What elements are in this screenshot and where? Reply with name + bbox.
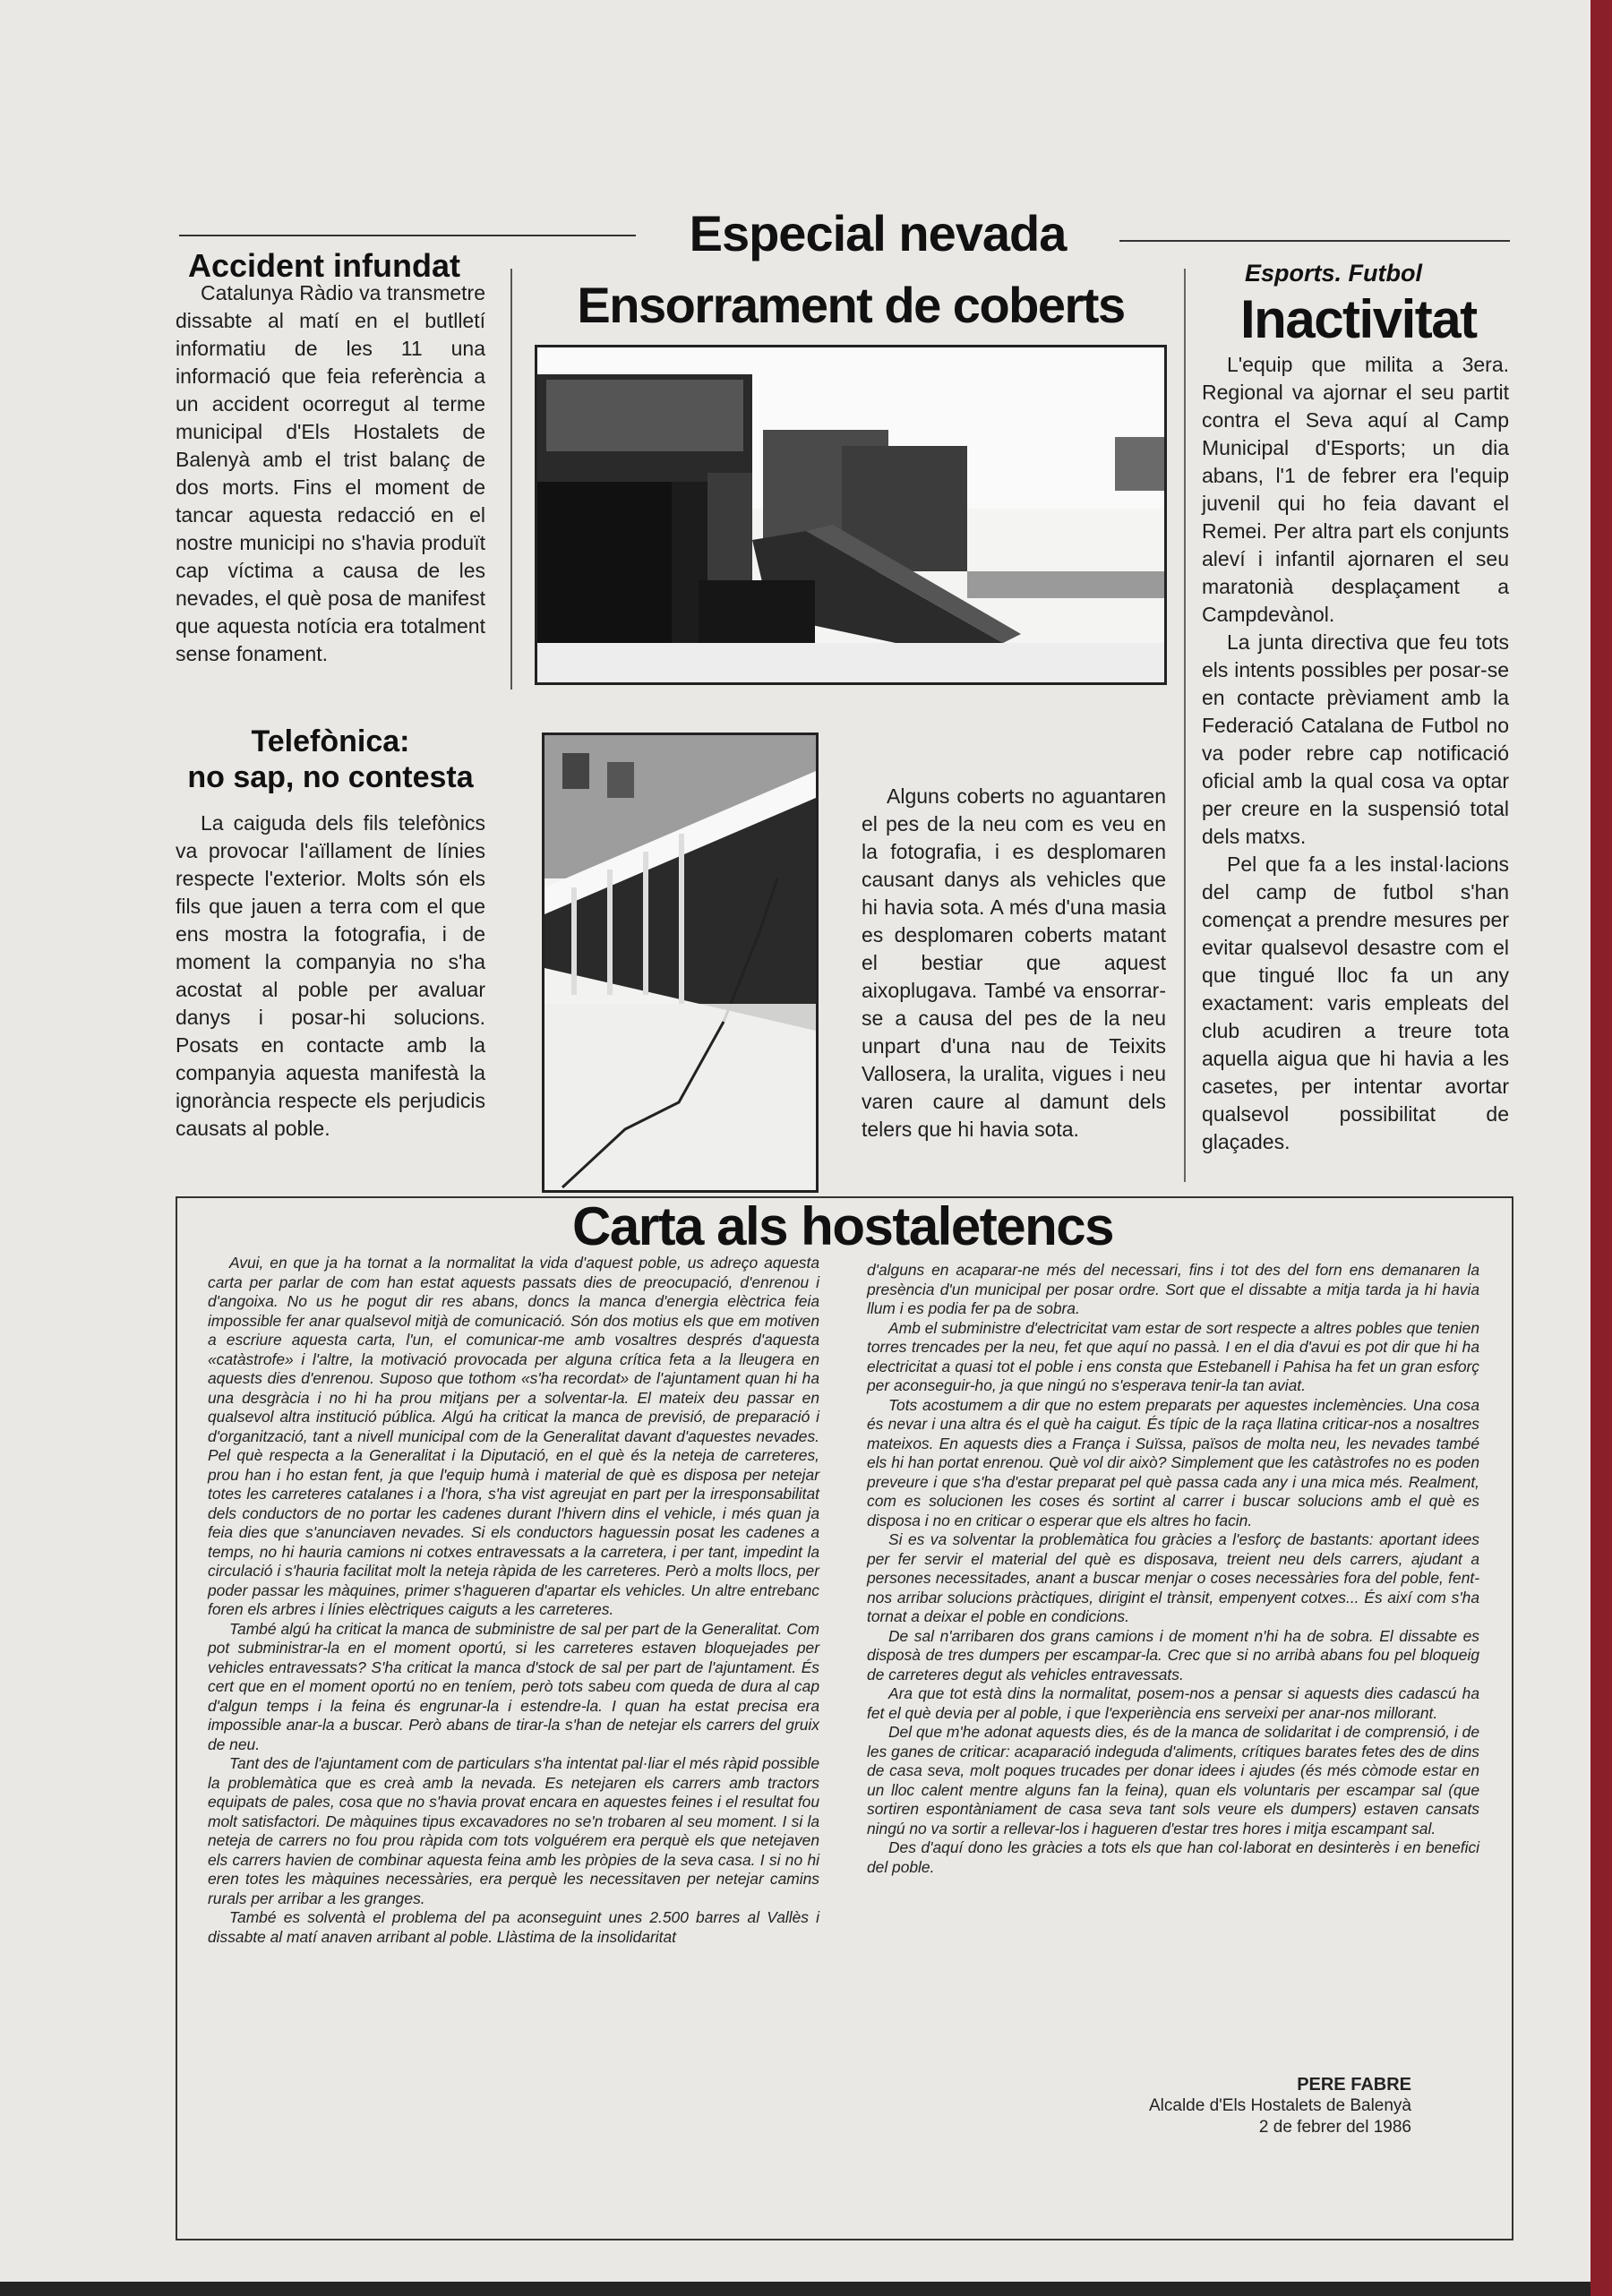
coberts-body [862, 783, 1166, 1144]
letter-right-paragraph-7: Del que m'he adonat aquests dies, és de la manca de solidaritat i de comprensió, i de les ganes de criticar: acaparació indeguda d'aliments, crítiques barates fetes des de dins de casa seva, molt poques trucades per donar idees i ajudes (és més còmode estar en un lloc calent mentre alguns fan la feina), quan els voluntaris per escampar sal (que sortiren espontàniament de casa seva tant sols veure els dumpers) estaven cansats ningú no va sortir a rellevar-los i hagueren d'estar tres hores i mitja escampant sal. [867, 1723, 1479, 1838]
sports-paragraph-1: L'equip que milita a 3era. Regional va ajornar el seu partit contra el Seva aquí al Camp Municipal d'Esports; un dia abans, l'1 de febrer era l'equip juvenil qui ho feia davant el Remei. Per altra part els conjunts aleví i infantil ajornaren el seu maratonià desplaçament a Campdevànol. [1202, 353, 1509, 626]
page-edge-right [1591, 0, 1612, 2296]
signature-title: Alcalde d'Els Hostalets de Balenyà [1148, 2096, 1411, 2115]
signature-name: PERE FABRE [1297, 2075, 1411, 2095]
letter-column-left [208, 1254, 819, 1947]
telefonica-headline-line2: no sap, no contesta [187, 760, 474, 794]
letter-right-paragraph-3: Tots acostumem a dir que no estem preparats per aquestes inclemències. Una cosa és nevar i una altra és el què ha caigut. És típic de la raça llatina criticar-nos a nosaltres mateixos. En aquests dies a França i Suïssa, països de molta neu, les nevades també els hi han portat enrenou. Què vol dir això? Simplement que les catàstrofes no es poden preveure i que s'ha d'estar preparat pel què passa cada any i una mica més. Realment, com es solucionen les coses és sortint al carrer i buscar solucions amb el què es disposa i no en criticar o esperar que els altres ho facin. [867, 1395, 1479, 1529]
sports-body [1202, 351, 1509, 1156]
letter-right-paragraph-4: Si es va solventar la problemàtica fou gràcies a l'esforç de bastants: aportant idees per fer servir el material del què es disposava, treient neu dels carrers, ajudant a persones necessitades, anant a buscar menjar o coses necessàries fora del poble, fent-nos arribar solucions pràctiques, dirigint el trànsit, empenyent cotxes... És així com s'ha tornat a deixar el poble en condicions. [867, 1530, 1479, 1625]
section-title: Especial nevada [689, 205, 1067, 261]
coberts-paragraph: Alguns coberts no aguantaren el pes de la neu com es veu en la fotografia, i es desplomaren causant danys als vehicles que hi havia sota. A més d'una masia es desplomaren coberts matant el bestiar que aquest aixoplugava. També va ensorrar-se a causa del pes de la neu unpart d'una nau de Teixits Vallosera, la uralita, vigues i neu varen caure al damunt dels telers que hi havia sota. [862, 784, 1166, 1141]
sports-headline: Inactivitat [1240, 289, 1477, 349]
telefonica-headline-line1: Telefònica: [251, 724, 410, 758]
letter-signature [1017, 2074, 1411, 2138]
letter-column-right [867, 1261, 1479, 1877]
letter-left-paragraph-3: Tant des de l'ajuntament com de particulars s'ha intentat pal·liar el més ràpid possible la problemàtica que es creà amb la nevada. Es netejaren els carrers amb tractors equipats de pales, cosa que no s'havia provat encara en aquestes feines i el resultat fou molt satisfactori. De màquines tipus excavadores no se'n trobaren al seu moment. I si la neteja de carrers no fou prou ràpida com tots volguérem era perquè els que netejaven els carrers havien de combinar aquesta feina amb les pròpies de la seva casa. I si no hi eren totes les màquines necessàries, era perquè les necessitaven per netejar camins rurals per arribar a les granges. [208, 1754, 819, 1907]
letter-headline: Carta als hostaletencs [572, 1196, 1113, 1256]
telefonica-paragraph: La caiguda dels fils telefònics va provocar l'aïllament de línies respecte l'exterior. Molts són els fils que jauen a terra com el que ens mostra la fotografia, i de moment la companyia no s'ha acostat al poble per avaluar danys i posar-hi solucions. Posats en contacte amb la companyia aquesta manifestà la ignorància respecte els perjudicis causats al poble. [176, 811, 485, 1140]
accident-headline: Accident infundat [188, 247, 460, 284]
sports-paragraph-3: Pel que fa a les instal·lacions del camp de futbol s'han començat a prendre mesures per evitar qualsevol desastre com el que tingué lloc fa un any exactament: varis empleats del club acudiren a treure tota aquella aigua que hi havia a les casetes, per intentar avortar qualsevol possibilitat de glaçades. [1202, 852, 1509, 1153]
telefonica-body [176, 810, 485, 1143]
page-edge-bottom [0, 2282, 1591, 2296]
sports-kicker: Esports. Futbol [1245, 260, 1422, 287]
column-rule-right [1184, 269, 1186, 1182]
fallen-wire-image [544, 735, 816, 1190]
accident-body [176, 279, 485, 668]
letter-right-paragraph-5: De sal n'arribaren dos grans camions i de moment n'hi ha de sobra. El dissabte es disposà de tres dumpers per escampar-la. Crec que si no arribà abans fou pel bloqueig de carreteres degut als vehicles entravessats. [867, 1626, 1479, 1683]
letter-left-paragraph-4: També es solventà el problema del pa aconseguint unes 2.500 barres al Vallès i dissabte al matí anaven arribant al poble. Llàstima de la insolidaritat [208, 1908, 819, 1946]
letter-left-paragraph-1: Avui, en que ja ha tornat a la normalitat la vida d'aquest poble, us adreço aquesta carta per parlar de com han estat aquests passats dies de preocupació, d'enrenou i d'angoixa. No us he pogut dir res abans, doncs la manca d'energia elèctrica feia impossible fer anar qualsevol mitjà de comunicació. Són dos motius els que em motiven a escriure aquesta carta, l'un, el comunicar-me amb vosaltres després d'aquesta «catàstrofe» i l'altre, la motivació provocada per alguna crítica feta a la lleugera en aquests dies d'enrenou. Suposo que tothom «s'ha recordat» de l'ajuntament quan hi ha una desgràcia i no hi ha prou mitjans per a solventar-la. El mateix deu passar en qualsevol altra institució pública. Algú ha criticat la manca de previsió, de preparació i d'organització, tant a nivell municipal com de la Generalitat davant d'aquestes nevades. Pel què respecta a la Generalitat i la Diputació, en el què és la neteja de carreteres, prou han i ho estan fent, ja que l'equip humà i material de què es disposa per netejar totes les carreteres catalanes i a l'hora, s'ha vist agreujat en part per la irresponsabilitat dels conductors de no portar les cadenes durant l'hivern dins el vehicle, i més quan ja feia dies que s'anunciaven nevades. Si els conductors haguessin posat les cadenes a temps, no hi hauria camions ni cotxes entravessats a la carretera, i per tant, impedint la circulació i s'hauria facilitat molt la neteja ràpida de les carreteres. Però a molts llocs, per poder passar les màquines, primer s'hagueren d'apartar els vehicles. Un altre entrebanc foren els arbres i línies elèctriques caiguts a les carreteres. [208, 1254, 819, 1618]
letter-left-paragraph-2: També algú ha criticat la manca de subministre de sal per part de la Generalitat. Com pot subministrar-la en el moment oportú, si les carreteres estaven bloquejades per vehicles entravessats? S'ha criticat la manca d'stock de sal per part de l'ajuntament. És cert que en el moment oportú no en teníem, però tots sabeu com queda de dura al cap d'algun temps i la feina és engrunar-la i estendre-la. I quan ha estat precisa era impossible anar-la a buscar. Però abans de tirar-la s'han de netejar els carrers del gruix de neu. [208, 1619, 819, 1753]
fallen-wire-photo [542, 732, 819, 1193]
accident-paragraph: Catalunya Ràdio va transmetre dissabte al matí en el butlletí informatiu de les 11 una informació que feia referència a un accident ocorregut al terme municipal d'Els Hostalets de Balenyà amb el trist balanç de dos morts. Fins el moment de tancar aquesta redacció en el nostre municipi no s'havia produït cap víctima a causa de les nevades, el què posa de manifest que aquesta notícia era totalment sense fonament. [176, 281, 485, 665]
coberts-headline: Ensorrament de coberts [577, 277, 1125, 333]
signature-date: 2 de febrer del 1986 [1258, 2118, 1411, 2137]
letter-right-paragraph-6: Ara que tot està dins la normalitat, posem-nos a pensar si aquests dies cadascú ha fet el què devia per al poble, i que l'experiència ens serveixi per anar-nos millorant. [867, 1684, 1479, 1722]
letter-right-paragraph-8: Des d'aquí dono les gràcies a tots els que han col·laborat en desinterès i en benefici del poble. [867, 1838, 1479, 1876]
collapsed-shed-image [537, 347, 1164, 682]
collapsed-shed-photo [535, 345, 1167, 685]
header-rule-right [1119, 240, 1510, 242]
letter-right-paragraph-2: Amb el subministre d'electricitat vam estar de sort respecte a altres pobles que tenien torres trencades per la neu, fet que aquí no passà. I en el dia d'avui es pot dir que hi ha electricitat a quasi tot el poble i ens consta que Estebanell i Pahisa ha fet un gran esforç per aconseguir-ho, ja que ningú no s'esperava tenir-la tan aviat. [867, 1318, 1479, 1394]
sports-paragraph-2: La junta directiva que feu tots els intents possibles per posar-se en contacte prèviament amb la Federació Catalana de Futbol no va poder rebre cap notificació oficial amb la qual cosa va optar per creure en la suspensió total dels matxs. [1202, 630, 1509, 848]
telefonica-headline [176, 724, 485, 795]
letter-right-paragraph-1: d'alguns en acaparar-ne més del necessari, fins i tot des del forn ens demanaren la presència d'un municipal per posar ordre. Sort que el dissabte a mitja tarda ja hi havia llum i es podia fer pa de sobra. [867, 1261, 1479, 1317]
column-rule-left [510, 269, 512, 690]
header-rule-left [179, 235, 636, 236]
